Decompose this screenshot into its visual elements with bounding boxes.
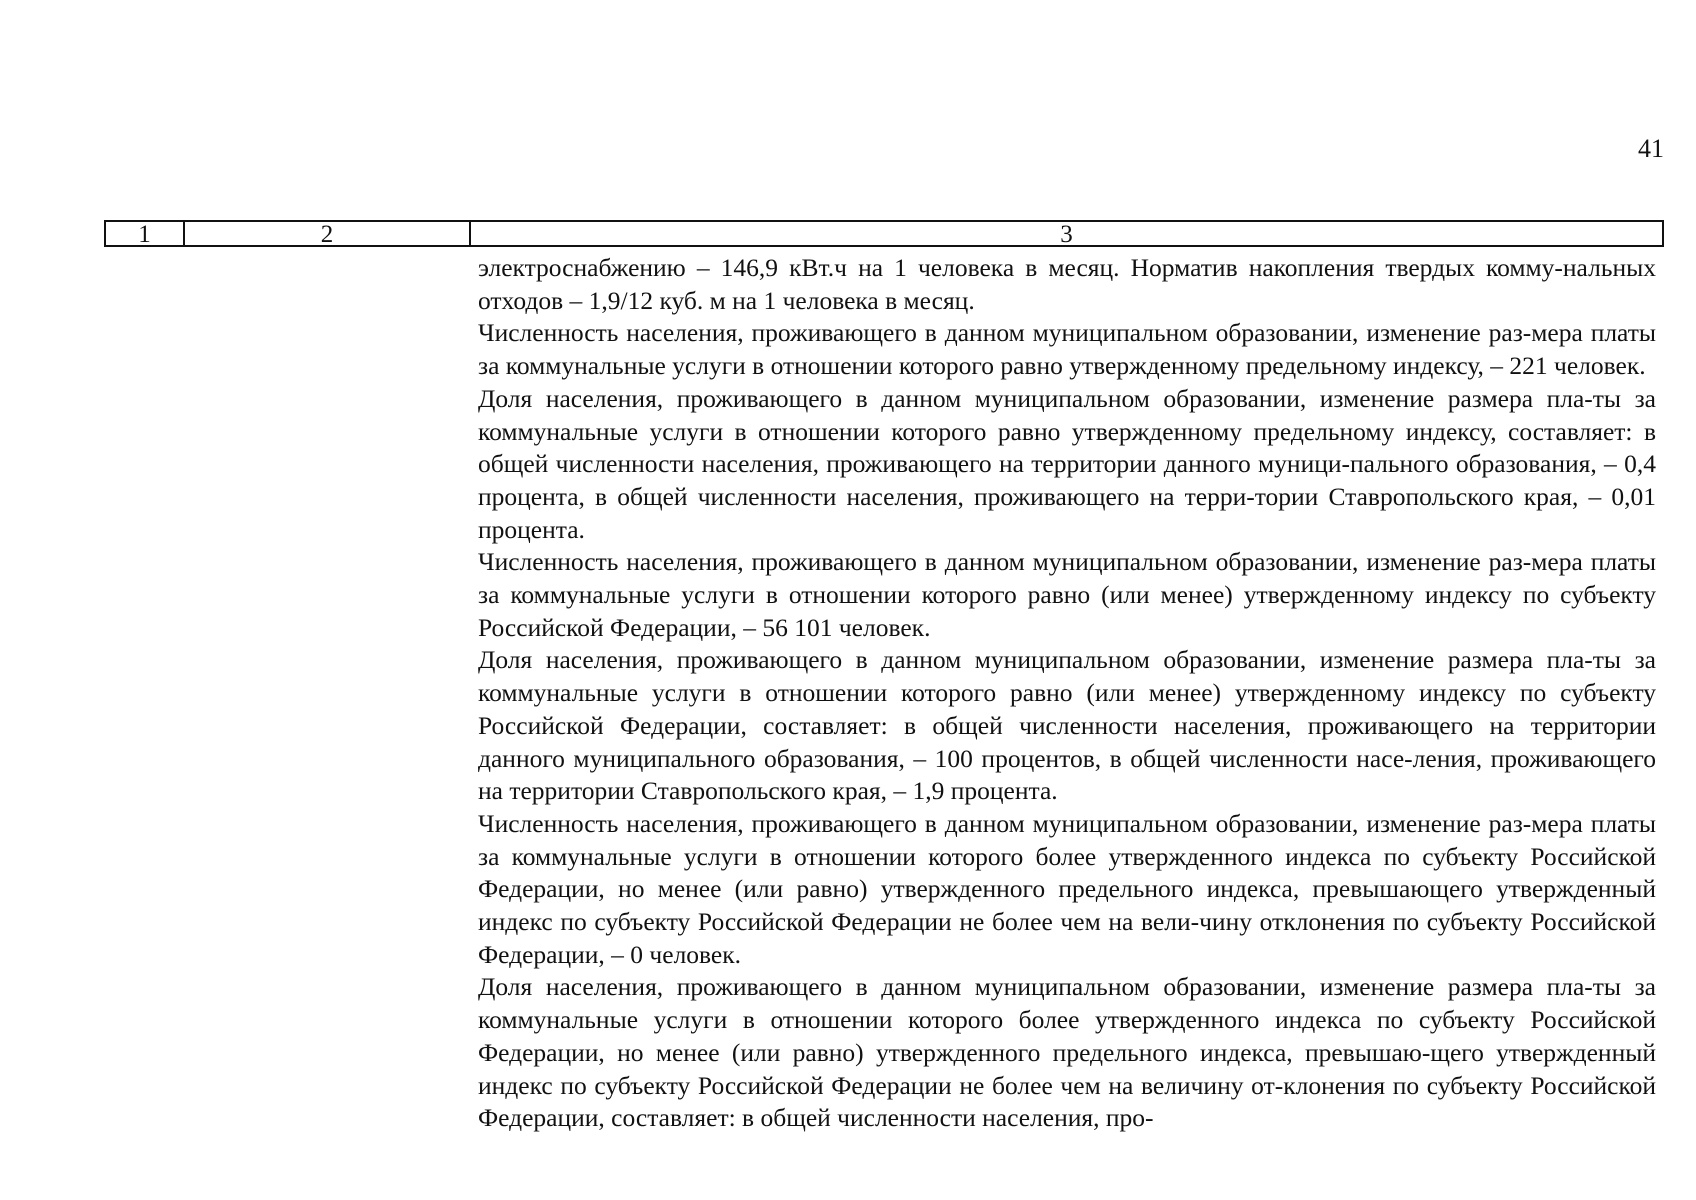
table-header-row: [104, 220, 1664, 247]
paragraph: Доля населения, проживающего в данном муниципальном образовании, изменение размера пла-ты за коммунальные услуги в отношении которого равно утвержденному предельному индексу, составляет: в общей численности населения, проживающего на территории данного муници-пального образования, – 0,4 процента, в общей численности населения, проживающего на терри-тории Ставропольского края, – 0,01 процента.: [478, 383, 1656, 544]
table-header-col-1: 1: [106, 222, 185, 245]
paragraph: Численность населения, проживающего в данном муниципальном образовании, изменение раз-мера платы за коммунальные услуги в отношении которого равно (или менее) утвержденному индексу по субъекту Российской Федерации, – 56 101 человек.: [478, 547, 1656, 642]
page-number: 41: [1638, 134, 1664, 163]
paragraph: Численность населения, проживающего в данном муниципальном образовании, изменение раз-мера платы за коммунальные услуги в отношении которого равно утвержденному предельному индексу, – 221 человек.: [478, 318, 1656, 381]
paragraph: Доля населения, проживающего в данном муниципальном образовании, изменение размера пла-ты за коммунальные услуги в отношении которого более утвержденного индекса по субъекту Российской Федерации, но менее (или равно) утвержденного предельного индекса, превышаю-щего утвержденный индекс по субъекту Российской Федерации не более чем на величину от-клонения по субъекту Российской Федерации, составляет: в общей численности населения, про-: [478, 972, 1656, 1133]
table-header-col-2: 2: [185, 222, 471, 245]
document-body: [478, 252, 1656, 1135]
table-header-col-3: 3: [1060, 221, 1073, 248]
paragraph: электроснабжению – 146,9 кВт.ч на 1 человека в месяц. Норматив накопления твердых комму-нальных отходов – 1,9/12 куб. м на 1 человека в месяц.: [478, 253, 1656, 315]
paragraph: Численность населения, проживающего в данном муниципальном образовании, изменение раз-мера платы за коммунальные услуги в отношении которого более утвержденного индекса по субъекту Российской Федерации, но менее (или равно) утвержденного предельного индекса, превышающего утвержденный индекс по субъекту Российской Федерации не более чем на вели-чину отклонения по субъекту Российской Федерации, – 0 человек.: [478, 808, 1656, 969]
paragraph: Доля населения, проживающего в данном муниципальном образовании, изменение размера пла-ты за коммунальные услуги в отношении которого равно (или менее) утвержденному индексу по субъекту Российской Федерации, составляет: в общей численности населения, проживающего на территории данного муниципального образования, – 100 процентов, в общей численности насе-ления, проживающего на территории Ставропольского края, – 1,9 процента.: [478, 645, 1656, 806]
